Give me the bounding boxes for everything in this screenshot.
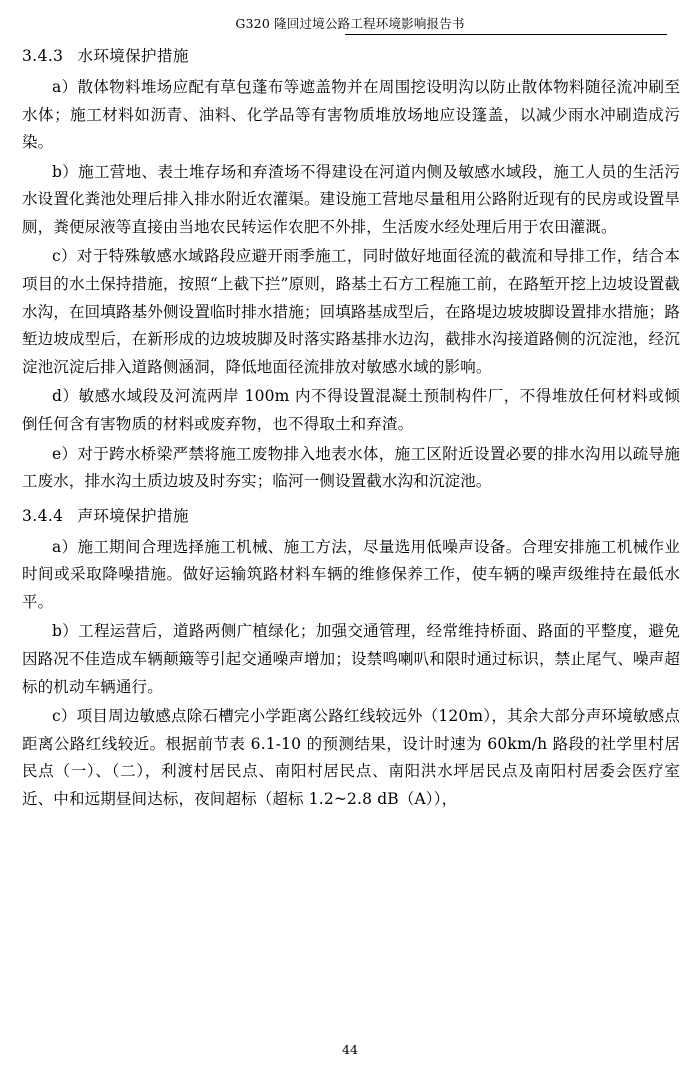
paragraph: c）项目周边敏感点除石槽完小学距离公路红线较远外（120m），其余大部分声环境敏感点距离公路红线较近。根据前节表 6.1-10 的预测结果，设计时速为 60km/h 路段的社学里村居民点（一）、（二），利渡村居民点、南阳村居民点、南阳洪水坪居民点及南阳村居委会医疗室近、中和远期昼间达标，夜间超标（超标 1.2~2.8 dB（A））， bbox=[22, 707, 680, 808]
paragraph: e）对于跨水桥梁严禁将施工废物排入地表水体，施工区附近设置必要的排水沟用以疏导施工废水，排水沟土质边坡及时夯实；临河一侧设置截水沟和沉淀池。 bbox=[22, 444, 680, 491]
paragraph: a）散体物料堆场应配有草包蓬布等遮盖物并在周围挖设明沟以防止散体物料随径流冲刷至水体；施工材料如沥青、油料、化学品等有害物质堆放场地应设篷盖，以减少雨水冲刷造成污染。 bbox=[22, 78, 680, 152]
page-footer: 44 bbox=[342, 1042, 358, 1057]
section-heading-3-4-3 bbox=[22, 44, 680, 68]
paragraph: b）工程运营后，道路两侧广植绿化；加强交通管理，经常维持桥面、路面的平整度，避免因路况不佳造成车辆颠簸等引起交通噪声增加；设禁鸣喇叭和限时通过标识，禁止尾气、噪声超标的机动车辆通行。 bbox=[22, 622, 680, 696]
header-divider bbox=[345, 34, 667, 35]
paragraph: a）施工期间合理选择施工机械、施工方法，尽量选用低噪声设备。合理安排施工机械作业时间或采取降噪措施。做好运输筑路材料车辆的维修保养工作，使车辆的噪声级维持在最低水平。 bbox=[22, 537, 680, 611]
paragraph: d）敏感水域段及河流两岸 100m 内不得设置混凝土预制构件厂，不得堆放任何材料或倾倒任何含有害物质的材料或废弃物，也不得取土和弃渣。 bbox=[22, 387, 680, 433]
page-header: G320 隆回过境公路工程环境影响报告书 bbox=[235, 16, 465, 31]
section-number: 3.4.4 bbox=[22, 506, 64, 525]
section-number: 3.4.3 bbox=[22, 47, 64, 65]
paragraph: c）对于特殊敏感水域路段应避开雨季施工，同时做好地面径流的截流和导排工作，结合本项目的水土保持措施，按照“上截下拦”原则，路基土石方工程施工前，在路堑开挖上边坡设置截水沟，在回填路基外侧设置临时排水措施；回填路基成型后，在路堤边坡坡脚设置排水措施；路堑边坡成型后，在新形成的边坡坡脚及时落实路基排水边沟，截排水沟接道路侧的沉淀池，经沉淀池沉淀后排入道路侧涵洞，降低地面径流排放对敏感水域的影响。 bbox=[22, 247, 680, 376]
section-title: 声环境保护措施 bbox=[77, 506, 189, 525]
page-content bbox=[22, 44, 680, 815]
section-heading-3-4-4 bbox=[22, 504, 680, 528]
section-title: 水环境保护措施 bbox=[77, 47, 189, 65]
paragraph: b）施工营地、表土堆存场和弃渣场不得建设在河道内侧及敏感水域段，施工人员的生活污水设置化粪池处理后排入排水附近农灌渠。建设施工营地尽量租用公路附近现有的民房或设置旱厕，粪便尿液等直接由当地农民转运作农肥不外排，生活废水经处理后用于农田灌溉。 bbox=[22, 162, 680, 236]
